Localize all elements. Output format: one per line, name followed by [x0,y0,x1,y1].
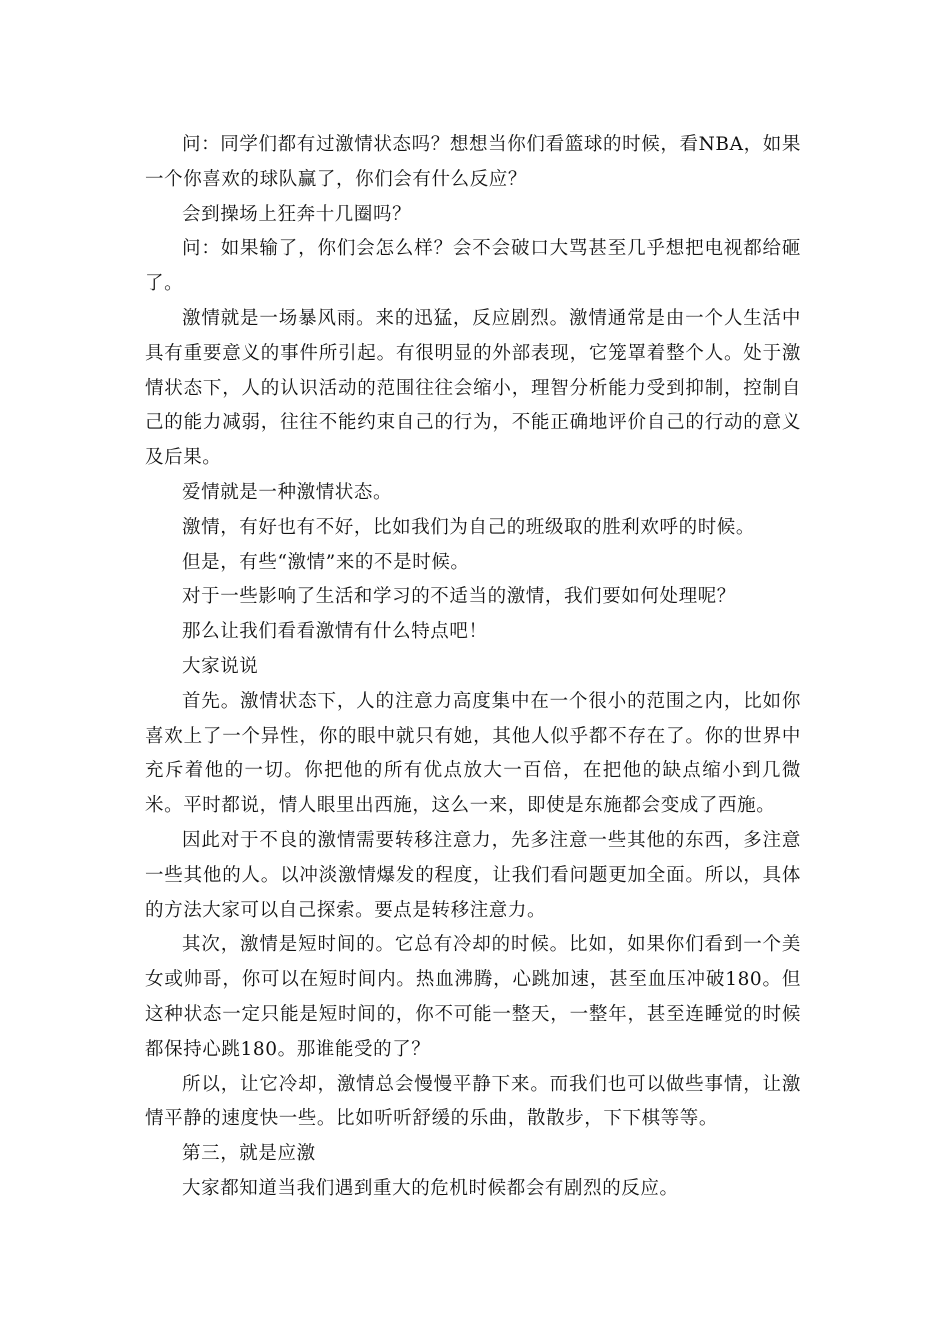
paragraph-11: 首先。激情状态下，人的注意力高度集中在一个很小的范围之内，比如你喜欢上了一个异性，你的眼中就只有她，其他人似乎都不存在了。你的世界中充斥着他的一切。你把他的所有优点放大一百倍，在把他的缺点缩小到几微米。平时都说，情人眼里出西施，这么一来，即使是东施都会变成了西施。 [145,690,801,817]
paragraph-9: 那么让我们看看激情有什么特点吧！ [182,621,488,643]
paragraph-5: 爱情就是一种激情状态。 [182,481,393,503]
paragraph-13: 其次，激情是短时间的。它总有冷却的时候。比如，如果你们看到一个美女或帅哥，你可以在短时间内。热血沸腾，心跳加速，甚至血压冲破180。但这种状态一定只能是短时间的，你不可能一整天，一整年，甚至连睡觉的时候都保持心跳180。那谁能受的了？ [145,934,801,1060]
document-page [145,128,801,1207]
paragraph-8: 对于一些影响了生活和学习的不适当的激情，我们要如何处理呢？ [182,586,736,608]
paragraph-3: 问：如果输了，你们会怎么样？会不会破口大骂甚至几乎想把电视都给砸了。 [145,238,801,295]
paragraph-16: 大家都知道当我们遇到重大的危机时候都会有剧烈的反应。 [182,1177,679,1199]
paragraph-2: 会到操场上狂奔十几圈吗？ [182,203,412,225]
paragraph-4: 激情就是一场暴风雨。来的迅猛，反应剧烈。激情通常是由一个人生活中具有重要意义的事件所引起。有很明显的外部表现，它笼罩着整个人。处于激情状态下，人的认识活动的范围往往会缩小，理智分析能力受到抑制，控制自己的能力减弱，往往不能约束自己的行为，不能正确地评价自己的行动的意义及后果。 [145,307,801,469]
paragraph-14: 所以，让它冷却，激情总会慢慢平静下来。而我们也可以做些事情，让激情平静的速度快一些。比如听听舒缓的乐曲，散散步，下下棋等等。 [145,1073,801,1130]
paragraph-12: 因此对于不良的激情需要转移注意力，先多注意一些其他的东西，多注意一些其他的人。以冲淡激情爆发的程度，让我们看问题更加全面。所以，具体的方法大家可以自己探索。要点是转移注意力。 [145,829,801,921]
paragraph-1: 问：同学们都有过激情状态吗？想想当你们看篮球的时候，看NBA，如果一个你喜欢的球队赢了，你们会有什么反应？ [145,134,801,190]
paragraph-15: 第三，就是应激 [182,1143,316,1165]
paragraph-6: 激情，有好也有不好，比如我们为自己的班级取的胜利欢呼的时候。 [182,516,756,538]
paragraph-7: 但是，有些“激情”来的不是时候。 [182,551,470,573]
paragraph-10: 大家说说 [182,655,259,677]
